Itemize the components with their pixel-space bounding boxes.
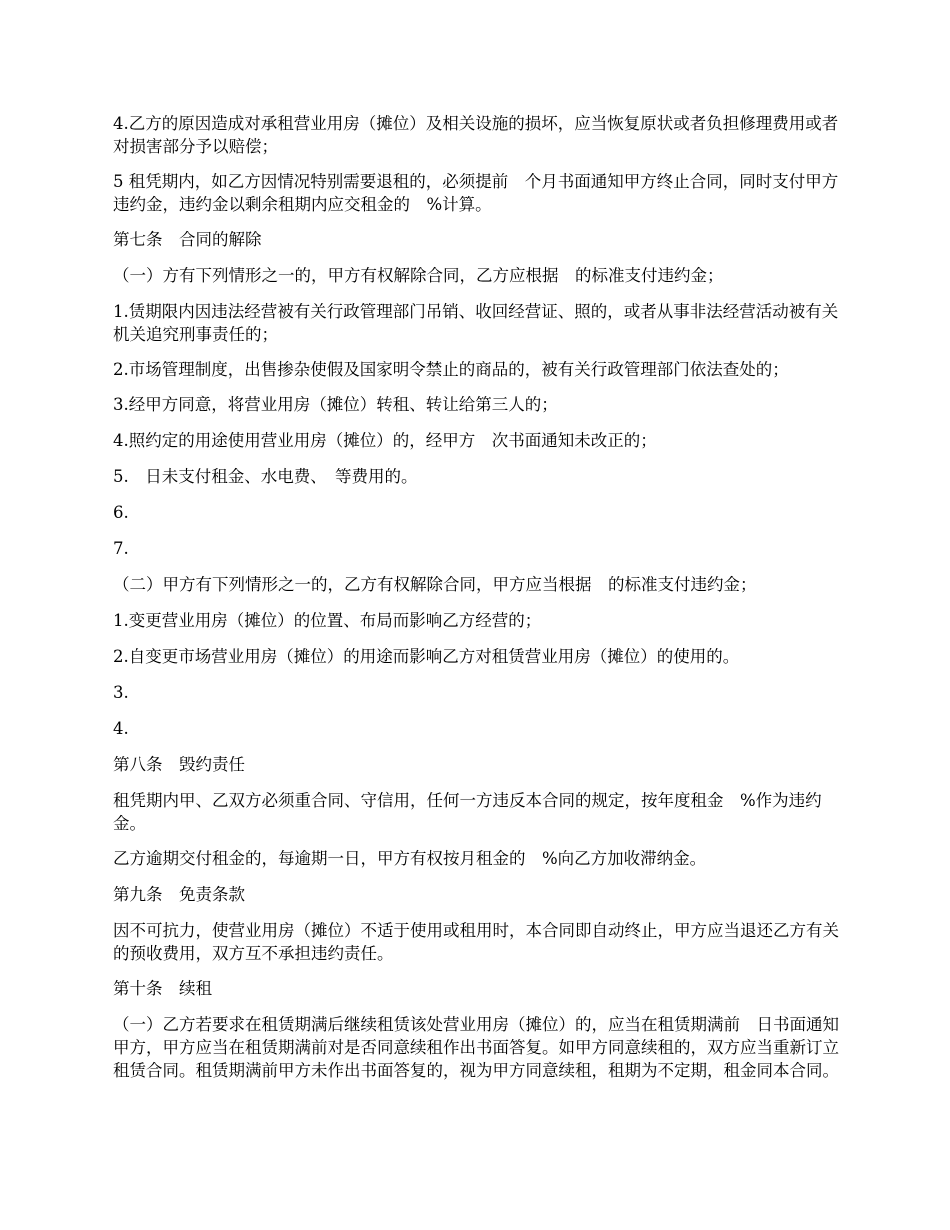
article-7-1-item-6: 6. bbox=[113, 503, 129, 522]
document-page bbox=[113, 112, 840, 1082]
article-9-para-1: 因不可抗力，使营业用房（摊位）不适于使用或租用时，本合同即自动终止，甲方应当退还乙方有关的预收费用，双方互不承担违约责任。 bbox=[113, 921, 839, 963]
article-7-1-item-7: 7. bbox=[113, 539, 129, 558]
article-7-section-2: （二）甲方有下列情形之一的，乙方有权解除合同，甲方应当根据 的标准支付违约金； bbox=[113, 575, 757, 594]
article-7-heading: 第七条 合同的解除 bbox=[113, 230, 262, 249]
article-7-1-item-1: 1.赁期限内因违法经营被有关行政管理部门吊销、收回经营证、照的，或者从事非法经营活动被有关机关追究刑事责任的； bbox=[113, 302, 839, 344]
article-8-para-1: 租凭期内甲、乙双方必须重合同、守信用，任何一方违反本合同的规定，按年度租金 %作为违约金。 bbox=[113, 791, 822, 833]
article-10-heading: 第十条 续租 bbox=[113, 979, 212, 998]
article-8-para-2: 乙方逾期交付租金的，每逾期一日，甲方有权按月租金的 %向乙方加收滞纳金。 bbox=[113, 849, 707, 868]
article-7-1-item-3: 3.经甲方同意，将营业用房（摊位）转租、转让给第三人的； bbox=[113, 395, 558, 414]
article-9-heading: 第九条 免责条款 bbox=[113, 885, 245, 904]
article-7-1-item-2: 2.市场管理制度，出售掺杂使假及国家明令禁止的商品的，被有关行政管理部门依法查处的； bbox=[113, 360, 789, 379]
clause-6-item-4: 4.乙方的原因造成对承租营业用房（摊位）及相关设施的损坏，应当恢复原状或者负担修理费用或者对损害部分予以赔偿； bbox=[113, 114, 839, 156]
article-7-2-item-1: 1.变更营业用房（摊位）的位置、布局而影响乙方经营的； bbox=[113, 611, 542, 630]
article-7-section-1: （一）方有下列情形之一的，甲方有权解除合同，乙方应根据 的标准支付违约金； bbox=[113, 266, 724, 285]
article-8-heading: 第八条 毁约责任 bbox=[113, 755, 245, 774]
article-7-1-item-4: 4.照约定的用途使用营业用房（摊位）的，经甲方 次书面通知未改正的； bbox=[113, 431, 657, 450]
article-7-2-item-3: 3. bbox=[113, 683, 129, 702]
article-7-1-item-5: 5. 日未支付租金、水电费、 等费用的。 bbox=[113, 467, 418, 486]
article-10-section-1: （一）乙方若要求在租赁期满后继续租赁该处营业用房（摊位）的，应当在租赁期满前 日书面通知甲方，甲方应当在租赁期满前对是否同意续租作出书面答复。如甲方同意续租的，双方应当重新订立租赁合同。租赁期满前甲方未作出书面答复的，视为甲方同意续租，租期为不定期，租金同本合同。 bbox=[113, 1015, 839, 1080]
article-7-2-item-4: 4. bbox=[113, 719, 129, 738]
clause-6-item-5: 5 租凭期内，如乙方因情况特别需要退租的，必须提前 个月书面通知甲方终止合同，同时支付甲方违约金，违约金以剩余租期内应交租金的 %计算。 bbox=[113, 172, 839, 214]
article-7-2-item-2: 2.自变更市场营业用房（摊位）的用途而影响乙方对租赁营业用房（摊位）的使用的。 bbox=[113, 647, 740, 666]
